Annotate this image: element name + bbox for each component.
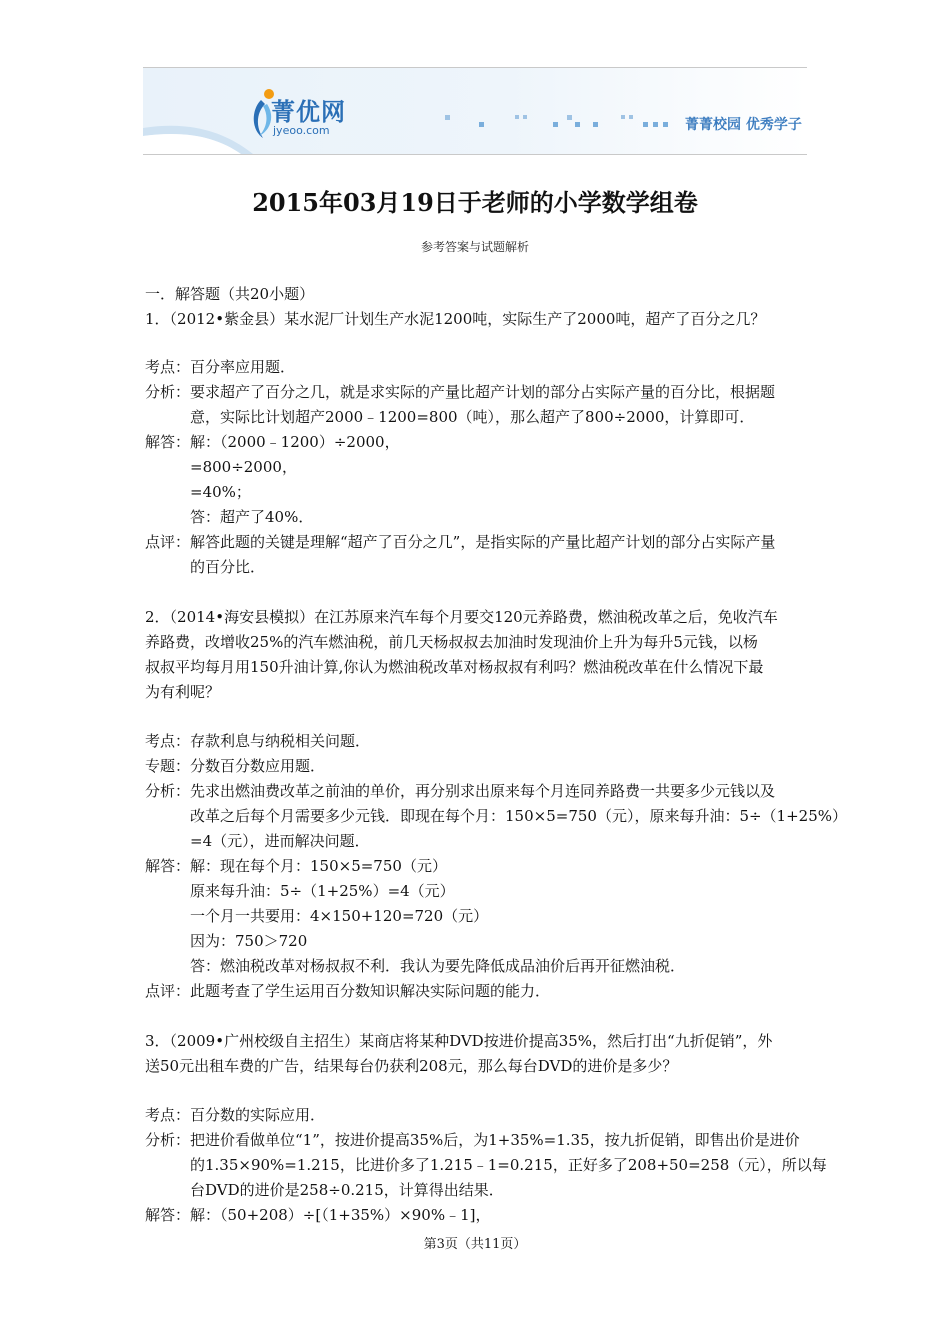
kaodian-line: 考点：百分数的实际应用． xyxy=(145,1106,326,1124)
jieda-line: 原来每升油：5÷（1+25%）=4（元） xyxy=(190,882,455,900)
jieda-line: =800÷2000， xyxy=(190,458,297,476)
fenxi-line: =4（元），进而解决问题． xyxy=(190,832,370,850)
question-text: 2．（2014•海安县模拟）在江苏原来汽车每个月要交120元养路费，燃油税改革之后，免收汽车 xyxy=(145,608,778,626)
banner-wave-graphic xyxy=(143,68,807,154)
question-text: 1．（2012•紫金县）某水泥厂计划生产水泥1200吨，实际生产了2000吨，超产了百分之几？ xyxy=(145,310,766,328)
dianping-line: 点评：解答此题的关键是理解“超产了百分之几”，是指实际的产量比超产计划的部分占实际产量 xyxy=(145,533,776,551)
question-text: 为有利呢？ xyxy=(145,683,221,701)
jieda-line: 一个月一共要用：4×150+120=720（元） xyxy=(190,907,489,925)
dianping-line: 的百分比． xyxy=(190,558,266,576)
fenxi-line: 意，实际比计划超产2000﹣1200=800（吨），那么超产了800÷2000，计算即可． xyxy=(190,408,755,426)
fenxi-line: 分析：把进价看做单位“1”，按进价提高35%后，为1+35%=1.35，按九折促销，即售出价是进价 xyxy=(145,1131,800,1149)
jieda-line: 答：超产了40%． xyxy=(190,508,314,526)
slogan: 菁菁校园 优秀学子 xyxy=(685,117,802,133)
jieda-line: 解答：解：（50+208）÷[（1+35%）×90%﹣1]， xyxy=(145,1206,491,1224)
dianping-line: 点评：此题考查了学生运用百分数知识解决实际问题的能力． xyxy=(145,982,551,1000)
fenxi-line: 分析：要求超产了百分之几，就是求实际的产量比超产计划的部分占实际产量的百分比，根据题 xyxy=(145,383,776,401)
kaodian-line: 考点：存款利息与纳税相关问题． xyxy=(145,732,371,750)
fenxi-line: 的1.35×90%=1.215，比进价多了1.215﹣1=0.215，正好多了208+50=258（元），所以每 xyxy=(190,1156,827,1174)
fenxi-line: 分析：先求出燃油费改革之前油的单价，再分别求出原来每个月连同养路费一共要多少元钱以及 xyxy=(145,782,776,800)
fenxi-line: 台DVD的进价是258÷0.215，计算得出结果． xyxy=(190,1181,504,1199)
kaodian-line: 考点：百分率应用题． xyxy=(145,358,296,376)
header-banner xyxy=(143,67,807,155)
question-text: 养路费，改增收25%的汽车燃油税，前几天杨叔叔去加油时发现油价上升为每升5元钱，以杨 xyxy=(145,633,758,651)
page-footer: 第3页（共11页） xyxy=(423,1237,527,1252)
jieda-line: =40%； xyxy=(190,483,251,501)
jieda-line: 解答：解：现在每个月：150×5=750（元） xyxy=(145,857,447,875)
decorative-dots xyxy=(443,113,683,133)
fenxi-line: 改革之后每个月需要多少元钱．即现在每个月：150×5=750（元），原来每升油：5÷（1+25%） xyxy=(190,807,848,825)
zhuanti-line: 专题：分数百分数应用题． xyxy=(145,757,326,775)
jieda-line: 答：燃油税改革对杨叔叔不利．我认为要先降低成品油价后再开征燃油税． xyxy=(190,957,686,975)
question-text: 送50元出租车费的广告，结果每台仍获利208元，那么每台DVD的进价是多少？ xyxy=(145,1057,678,1075)
jieda-line: 解答：解：（2000﹣1200）÷2000， xyxy=(145,433,400,451)
document-title: 2015年03月19日于老师的小学数学组卷 xyxy=(252,188,698,217)
question-text: 3．（2009•广州校级自主招生）某商店将某种DVD按进价提高35%，然后打出“九折促销”，外 xyxy=(145,1032,773,1050)
section-heading: 一．解答题（共20小题） xyxy=(145,285,315,303)
logo-url: jyeoo.com xyxy=(273,124,330,137)
question-text: 叔叔平均每月用150升油计算,你认为燃油税改革对杨叔叔有利吗？燃油税改革在什么情况下最 xyxy=(145,658,764,676)
logo-text: 菁优网 xyxy=(271,98,346,126)
document-subtitle: 参考答案与试题解析 xyxy=(420,240,529,254)
jieda-line: 因为：750＞720 xyxy=(190,932,308,950)
